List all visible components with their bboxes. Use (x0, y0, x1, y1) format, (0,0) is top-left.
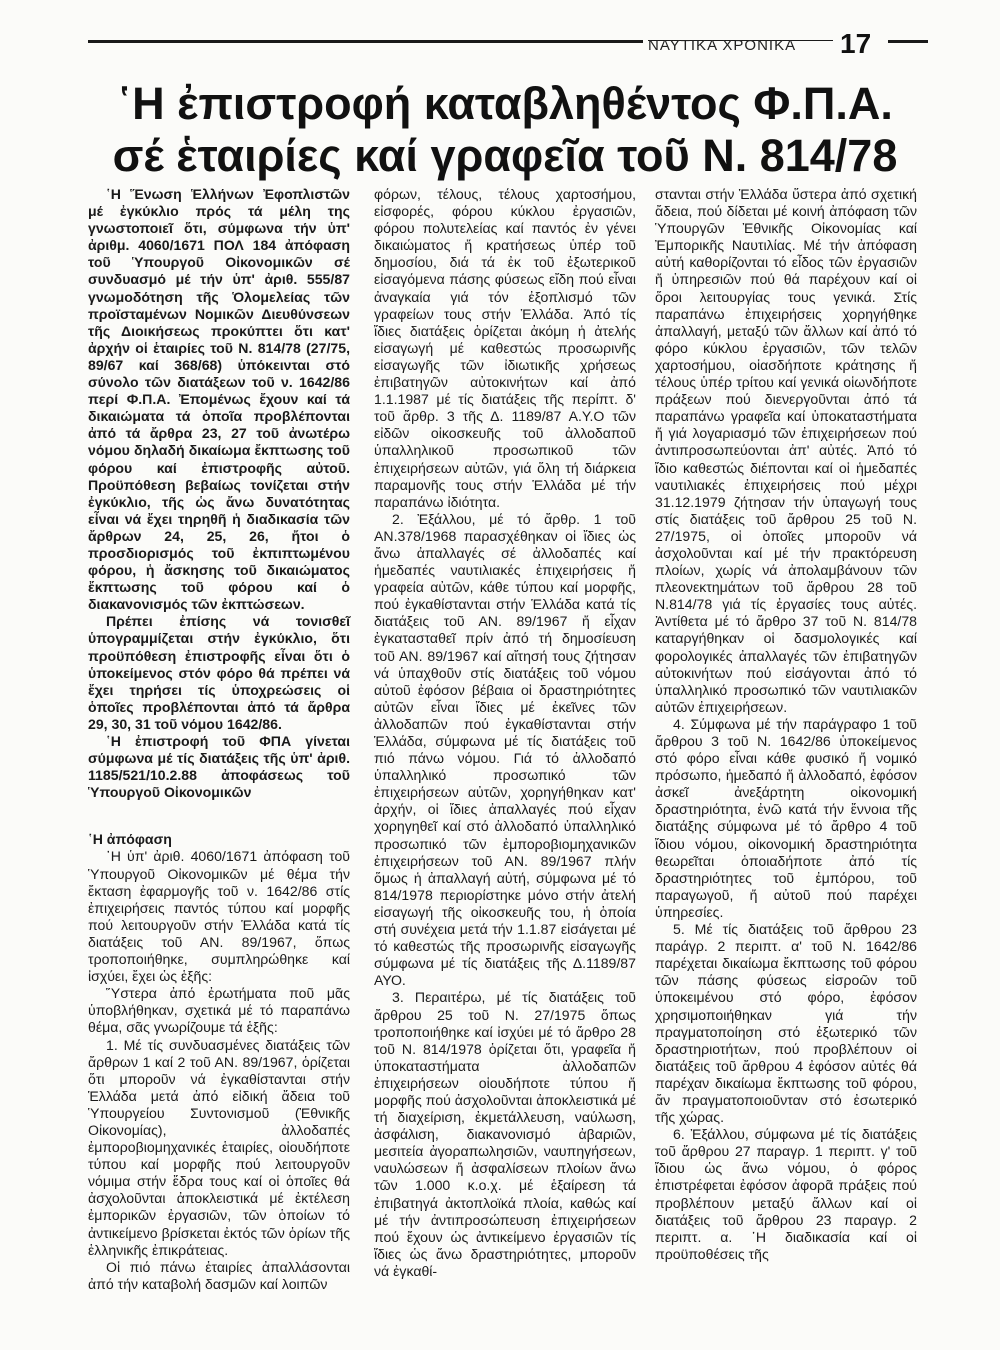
col2-paragraph-1: φόρων, τέλους, τέλους χαρτοσήμου, εἰσφορές, φόρου κύκλου ἐργασιῶν, φόρου πολυτελείας καί παντός ἐν γένει δικαιώματος ἤ κρατήσεως ὑπέρ τοῦ δημοσίου, διά τά ἐκ τοῦ ἐξωτερικοῦ εἰσαγόμενα πάσης φύσεως εἴδη πού εἶναι ἀναγκαία γιά τόν ἐξοπλισμό τῶν γραφείων τους στήν Ἑλλάδα. Ἀπό τίς ἴδιες διατάξεις ὁρίζεται ἀκόμη ἡ ἀτελής εἰσαγωγή μέ καθεστώς προσωρινῆς εἰσαγωγῆς τῶν ἰδιωτικῆς χρήσεως ἐπιβατηγῶν αὐτοκινήτων καί ἀπό 1.1.1987 μέ τίς διατάξεις τῆς περίπτ. δ' τοῦ ἄρθρ. 3 τῆς Δ. 1189/87 Α.Υ.Ο τῶν εἰδῶν οἰκοσκευῆς τοῦ ἀλλοδαποῦ ὑπαλληλικοῦ προσωπικοῦ τῶν ἐπιχειρήσεων αὐτῶν, γιά ὅλη τή διάρκεια παραμονῆς τους στήν Ἑλλάδα μέ τήν παραπάνω ἰδιότητα. (374, 186, 636, 510)
col3-paragraph-1: στανται στήν Ἑλλάδα ὕστερα ἀπό σχετική ἄδεια, πού δίδεται μέ κοινή ἀπόφαση τῶν Ὑπουργῶν Ἐθνικῆς Οἰκονομίας καί Ἐμπορικῆς Ναυτιλίας. Μέ τήν ἀπόφαση αὐτή καθορίζονται τό εἶδος τῶν ἐργασιῶν ἤ ὑπηρεσιῶν πού θά παρέχουν καί οἱ ὅροι λειτουργίας τους γενικά. Στίς παραπάνω ἐπιχειρήσεις χορηγήθηκε ἀπαλλαγή, μεταξύ τῶν ἄλλων καί ἀπό τό φόρο κύκλου ἐργασιῶν, τῶν τελῶν χαρτοσήμου, οἱασδήποτε κράτησης ἤ τέλους ὑπέρ τρίτου καί γενικά οἱωνδήποτε πράξεων πού διενεργοῦνται ἀπό τά παραπάνω γραφεῖα καί ὑποκαταστήματα ἤ γιά λογαριασμό τῶν ἐπιχειρήσεων πού ἀντιπροσωπεύονται ἀπ' αὐτές. Ἀπό τό ἴδιο καθεστώς διέπονται καί οἱ ἡμεδαπές ναυτιλιακές ἐπιχειρήσεις πού μέχρι 31.12.1979 ζήτησαν τήν ὑπαγωγή τους στίς διατάξεις τοῦ ἄρθρου 25 τοῦ Ν. 27/1975, οἱ ὁποῖες μποροῦν νά ἀσχολοῦνται καί μέ τήν πρακτόρευση πλοίων, χωρίς νά ἀπολαμβάνουν τῶν πλεονεκτημάτων τοῦ ἄρθρου 28 τοῦ Ν.814/78 γιά τίς ἐργασίες τους αὐτές. Ἀντίθετα μέ τό ἄρθρο 37 τοῦ Ν. 814/78 καταργήθηκαν οἱ δασμολογικές καί φορολογικές ἀπαλλαγές τῶν ἐπιβατηγῶν αὐτοκινήτων πού εἰσάγονται ἀπό τό ὑπαλληλικό προσωπικό τῶν ναυτιλιακῶν αὐτῶν ἐπιχειρήσεων. (655, 186, 917, 715)
page-number: 17 (840, 28, 872, 59)
col3-paragraph-2: 4. Σύμφωνα μέ τήν παράγραφο 1 τοῦ ἄρθρου 3 τοῦ Ν. 1642/86 ὑποκείμενος στό φόρο εἶναι κάθε φυσικό ἤ νομικό πρόσωπο, ἡμεδαπό ἤ ἀλλοδαπό, ἐφόσον ἀσκεῖ ἀνεξάρτητη οἰκονομική δραστηριότητα, ἐνῶ κατά τήν ἔννοια τῆς διατάξης σύμφωνα μέ τό ἄρθρο 4 τοῦ ἴδιου νόμου, οἰκονομική δραστηριότητα θεωρεῖται ὁποιαδήποτε ἀπό τίς δραστηριότητες τοῦ ἐμπόρου, τοῦ παραγωγοῦ, ἤ αὐτοῦ πού παρέχει ὑπηρεσίες. (655, 715, 917, 920)
subheading: ῾Η ἀπόφαση (88, 831, 172, 848)
column-1 (88, 186, 350, 1293)
col2-paragraph-2: 2. Ἐξάλλου, μέ τό ἄρθρ. 1 τοῦ ΑΝ.378/1968 παρασχέθηκαν οἱ ἴδιες ὡς ἄνω ἀπαλλαγές σέ ἀλλοδαπές καί ἡμεδαπές ναυτιλιακές ἐπιχειρήσεις ἤ γραφεία αὐτῶν, κάθε τύπου καί μορφῆς, πού ἐγκαθίστανται στήν Ἑλλάδα κατά τίς διατάξεις τοῦ ΑΝ. 89/1967 ἤ εἶχαν ἐγκατασταθεῖ πρίν ἀπό τή δημοσίευση τοῦ ΑΝ. 89/1967 καί αἴτησή τους ζήτησαν νά ὑπαχθοῦν στίς διατάξεις τοῦ νόμου αὐτοῦ ἐφόσον βέβαια οἱ δραστηριότητες αὐτῶν εἶναι ἴδιες μέ ἐκεῖνες τῶν ἀλλοδαπῶν πού ἐγκαθίστανται στήν Ἑλλάδα, σύμφωνα μέ τίς διατάξεις τοῦ πιό πάνω νόμου. Γιά τό ἀλλοδαπό ὑπαλληλικό προσωπικό τῶν ἐπιχειρήσεων αὐτῶν, χορηγήθηκαν κατ' ἀρχήν, οἱ ἴδιες ἀπαλλαγές πού εἶχαν χορηγηθεῖ καί στό ἀλλοδαπό ὑπαλληλικό προσωπικό τῶν ἐμποροβιομηχανικῶν ἐπιχειρήσεων τοῦ ΑΝ. 89/1967 πλήν ὅμως ἡ ἀπαλλαγή αὐτή, σύμφωνα μέ τό 814/1978 περιορίστηκε μόνο στήν ἀτελή εἰσαγωγή τῆς οἰκοσκευῆς του, ἡ ὁποία στή συνέχεια μετά τήν 1.1.87 εἰσάγεται μέ τό καθεστώς τῆς προσωρινῆς εἰσαγωγῆς σύμφωνα μέ τίς διατάξεις τῆς Δ.1189/87 ΑΥΟ. (374, 510, 636, 989)
header-rule-left (88, 40, 643, 43)
col3-paragraph-4: 6. Ἐξάλλου, σύμφωνα μέ τίς διατάξεις τοῦ ἄρθρου 27 παραγρ. 1 περιπτ. γ' τοῦ ἴδιου ὡς ἄνω νόμου, ὁ φόρος ἐπιστρέφεται ἐφόσον ἀφορᾶ πράξεις πού προβλέπουν μεταξύ ἄλλων καί οἱ διατάξεις τοῦ ἄρθρου 23 παραγρ. 2 περιπτ. α. ῾Η διαδικασία καί οἱ προϋποθέσεις τῆς (655, 1126, 917, 1262)
body-paragraph-4: Οἱ πιό πάνω ἑταιρίες ἀπαλλάσονται ἀπό τήν καταβολή δασμῶν καί λοιπῶν (88, 1258, 350, 1292)
publication-name: ΝΑΥΤΙΚΑ ΧΡΟΝΙΚΑ (648, 37, 797, 54)
col2-paragraph-3: 3. Περαιτέρω, μέ τίς διατάξεις τοῦ ἄρθρου 25 τοῦ Ν. 27/1975 ὅπως τροποποιήθηκε καί ἰσχύει μέ τό ἄρθρο 28 τοῦ Ν. 814/1978 ὁρίζεται ὅτι, γραφεῖα ἤ ὑποκαταστήματα ἀλλοδαπῶν ἐπιχειρήσεων οἱουδήποτε τύπου ἤ μορφῆς πού ἀσχολοῦνται ἀποκλειστικά μέ τή διαχείριση, ἐκμετάλλευση, ναύλωση, ἀσφάλιση, διακανονισμό ἀβαριῶν, μεσιτεία ἀγοραπωλησιῶν, ναυπηγήσεων, ναυλώσεων ἤ ἀσφαλίσεων πλοίων ἄνω τῶν 1.000 κ.ο.χ. μέ ἑξαίρεση τά ἐπιβατηγά ἀκτοπλοϊκά πλοία, καθώς καί μέ τήν ἀντιπροσώπευση ἐπιχειρήσεων πού ἔχουν ὡς ἀντικείμενο ἐργασιῶν τίς ἴδιες ὡς ἄνω δραστηριότητες, μποροῦν νά ἐγκαθί- (374, 989, 636, 1279)
article-title (80, 78, 930, 182)
col3-paragraph-3: 5. Μέ τίς διατάξεις τοῦ ἄρθρου 23 παράγρ. 2 περιπτ. α' τοῦ Ν. 1642/86 παρέχεται δικαίωμα ἔκπτωσης τοῦ φόρου τῶν πάσης φύσεως εἰσροῶν τοῦ ὑποκειμένου στό φόρο, ἐφόσον χρησιμοποιήθηκαν γιά τήν πραγματοποίηση στό ἐξωτερικό τῶν δραστηριοτήτων, πού προβλέπουν οἱ διατάξεις τοῦ ἄρθρου 4 ἐφόσον αὐτές θά παρέχαν δικαίωμα ἔκπτωσης τοῦ φόρου, ἄν πραγματοποιοῦνταν στό ἐσωτερικό τῆς χώρας. (655, 921, 917, 1126)
body-paragraph-1: ῾Η ὑπ' ἀριθ. 4060/1671 ἀπόφαση τοῦ Ὑπουργοῦ Οἰκονομικῶν μέ θέμα τήν ἔκταση ἐφαρμογῆς τοῦ ν. 1642/86 στίς ἐπιχειρήσεις παντός τύπου καί μορφῆς πού λειτουργοῦν στήν Ἑλλάδα κατά τίς διατάξεις τοῦ ΑΝ. 89/1967, ὅπως τροποποιήθηκε, συμπληρώθηκε καί ἰσχύει, ἔχει ὡς ἑξῆς: (88, 848, 350, 985)
intro-paragraph-3: ῾Η ἐπιστροφή τοῦ ΦΠΑ γίνεται σύμφωνα μέ τίς διατάξεις τῆς ὑπ' ἀριθ. 1185/521/10.2.88 ἀποφάσεως τοῦ Ὑπουργοῦ Οἰκονομικῶν (88, 733, 350, 801)
header-rule-right (888, 40, 928, 43)
body-paragraph-2: Ὕστερα ἀπό ἐρωτήματα ποῦ μᾶς ὑποβλήθηκαν, σχετικά μέ τό παραπάνω θέμα, σᾶς γνωρίζουμε τά ἑξῆς: (88, 985, 350, 1036)
title-line-1: ῾Η ἐπιστροφή καταβληθέντος Φ.Π.Α. (117, 78, 893, 129)
column-2 (374, 186, 636, 1280)
title-line-2: σέ ἑταιρίες καί γραφεῖα τοῦ Ν. 814/78 (112, 130, 898, 181)
intro-paragraph-2: Πρέπει ἐπίσης νά τονισθεῖ ὑπογραμμίζεται στήν ἐγκύκλιο, ὅτι προϋπόθεση ἐπιστροφῆς εἶναι ὅτι ὁ ὑποκείμενος στόν φόρο θά πρέπει νά ἔχει τηρήσει τίς ὑποχρεώσεις οἱ ὁποῖες προβλέπονται ἀπό τά ἄρθρα 29, 30, 31 τοῦ νόμου 1642/86. (88, 613, 350, 732)
intro-paragraph-1: ῾Η Ἕνωση Ἑλλήνων Ἐφοπλιστῶν μέ ἐγκύκλιο πρός τά μέλη της γνωστοποιεῖ ὅτι, σύμφωνα τήν ὑπ' ἀριθμ. 4060/1671 ΠΟΛ 184 ἀπόφαση τοῦ Ὑπουργοῦ Οἰκονομικῶν σέ συνδυασμό μέ τήν ὑπ' ἀριθ. 555/87 γνωμοδότηση τῆς Ὁλομελείας τῶν προϊσταμένων Νομικῶν Διευθύνσεων τῆς Διοικήσεως προκύπτει ὅτι κατ' ἀρχήν οἱ ἑταιρίες τοῦ Ν. 814/78 (27/75, 89/67 καί 368/68) ὑπόκεινται στό σύνολο τῶν διατάξεων τοῦ ν. 1642/86 περί Φ.Π.Α. Ἐπομένως ἔχουν καί τά δικαιώματα τά ὁποῖα προβλέπονται ἀπό τά ἄρθρα 23, 27 τοῦ ἀνωτέρω νόμου δηλαδή δικαίωμα ἔκπτωσης τοῦ φόρου καί ἐπιστροφῆς αὐτοῦ. Προϋπόθεση βεβαίως τονίζεται στήν ἐγκύκλιο, τῆς ὡς ἄνω δυνατότητας εἶναι νά ἔχει τηρηθῆ ἡ διαδικασία τῶν ἄρθρων 24, 25, 26, ἤτοι ὁ προσδιορισμός τοῦ ἐκπιπτωμένου φόρου, ἡ ἄσκησης τοῦ δικαιώματος ἔκπτωσης τοῦ φόρου καί ὁ διακανονισμός τῶν ἐκπτώσεων. (88, 186, 350, 613)
body-paragraph-3: 1. Μέ τίς συνδυασμένες διατάξεις τῶν ἄρθρων 1 καί 2 τοῦ ΑΝ. 89/1967, ὁρίζεται ὅτι μποροῦν νά ἐγκαθίστανται στήν Ἑλλάδα μετά ἀπό εἰδική ἄδεια τοῦ Ὑπουργείου Συντονισμοῦ (Ἐθνικῆς Οἰκονομίας), ἀλλοδαπές ἐμποροβιομηχανικές ἑταιρίες, οἱουδήποτε τύπου καί μορφῆς πού λειτουργοῦν νόμιμα στήν ἕδρα τους καί οἱ ὁποῖες θά ἀσχολοῦνται ἀποκλειστικά μέ ἐκτέλεση ἐμπορικῶν ἐργασιῶν, τῶν ὁποίων τό ἀντικείμενο βρίσκεται ἐκτός τῶν ὁρίων τῆς ἑλληνικῆς ἐπικράτειας. (88, 1036, 350, 1258)
column-3 (655, 186, 917, 1263)
